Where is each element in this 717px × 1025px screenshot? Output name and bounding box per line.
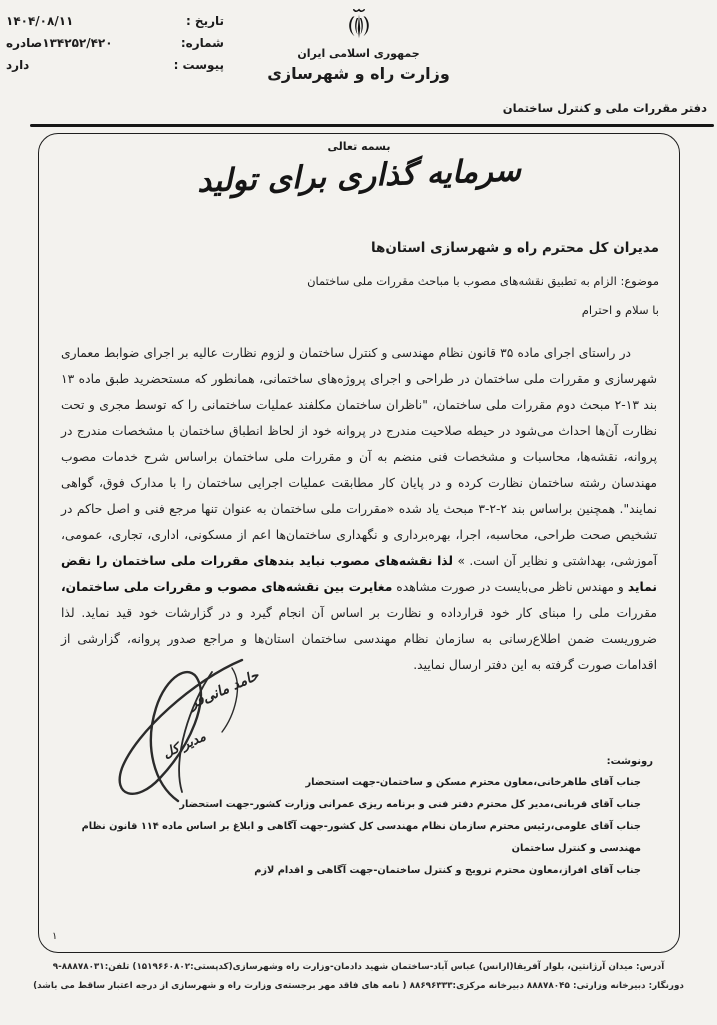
body-segment: مقررات ملی را مبنای کار خود قرارداده و نظارت بر اساس آن انجام گیرد و در گزارشات خود قید نماید. لذا ضروریست ضمن اطلاع‌رسانی به سازمان نظام مهندسی ساختمان استان‌ها و مراجع صدور پروانه، گزارشی از اقدامات صورت گرفته به این دفتر ارسال نمایید.: [61, 606, 657, 673]
letterhead: [0, 6, 717, 83]
subject-line: موضوع: الزام به تطبیق نقشه‌های مصوب با مباحث مقررات ملی ساختمان: [307, 274, 659, 288]
attachment-value: دارد: [6, 58, 30, 72]
date-label: تاریخ :: [185, 14, 224, 28]
salutation-line: با سلام و احترام: [581, 303, 659, 317]
header-rule: [30, 124, 714, 127]
ministry-name: وزارت راه و شهرسازی: [267, 64, 450, 83]
attachment-label: پیوست :: [173, 58, 224, 72]
office-name: دفتر مقررات ملی و کنترل ساختمان: [502, 101, 707, 115]
number-value: ۱۳۴۲۵۲/۴۲۰صادره: [6, 36, 113, 50]
recipient-line: مدیران کل محترم راه و شهرسازی استان‌ها: [370, 240, 659, 256]
letter-body: [61, 340, 657, 678]
body-segment: در راستای اجرای ماده ۳۵ قانون نظام مهندسی و کنترل ساختمان و لزوم نظارت عالیه بر اجرای ضوابط معماری شهرسازی و مقررات ملی ساختمان در طراحی و اجرای پروژه‌های ساختمانی، همانطور که مستحضرید طبق ماده ۱۳ بند ۱۳-۲ مبحث دوم مقررات ملی ساختمان، "ناظران ساختمان مکلفند عملیات ساختمانی را که توسط مجری و تحت نظارت آن‌ها احداث می‌شود در حیطه صلاحیت مندرج در پروانه خود از لحاظ انطباق ساختمان با مشخصات مندرج در پروانه، نقشه‌ها، محاسبات و مشخصات فنی منضم به آن و مقررات ملی ساختمان براساس شرح خدمات مصوب مهندسان رشته ساختمان نظارت کرده و در پایان کار مطابقت عملیات اجرایی ساختمان را با مدارک فوق، گواهی نمایند". همچنین براساس بند ۲-۲-۳ مبحث یاد شده «مقررات ملی ساختمان به عنوان تنها مرجع فنی و اصل حاکم در تشخیص صحت طراحی، محاسبه، اجرا، بهره‌برداری و نگهداری ساختمان‌ها اعم از مسکونی، اداری، تجاری، عمومی، آموزشی، بهداشتی و نظایر آن است. »: [61, 346, 657, 569]
year-slogan-calligraphy: سرمایه گذاری برای تولید: [196, 152, 522, 200]
cc-block: [59, 756, 653, 882]
country-name: جمهوری اسلامی ایران: [297, 47, 420, 60]
cc-item: جناب آقای افراز،معاون محترم ترویج و کنترل ساختمان-جهت آگاهی و اقدام لازم: [254, 865, 641, 876]
number-label: شماره:: [180, 36, 224, 50]
date-value: ۱۴۰۴/۰۸/۱۱: [6, 14, 74, 28]
footer-fax: دورنگار: دبیرخانه وزارتی: ۸۸۸۷۸۰۴۵ دبیرخانه مرکزی:۸۸۶۹۶۳۳۳ ( نامه های فاقد مهر برجسته‌ی وزارت راه و شهرسازی از درجه اعتبار ساقط می باشد): [33, 981, 684, 991]
signatory-name: حامد مانی‌فر: [186, 667, 262, 713]
iran-emblem-icon: [344, 6, 374, 46]
footer-block: [4, 958, 713, 996]
footer-address: آدرس: میدان آرژانتین، بلوار آفریقا(ارانس) عباس آباد-ساختمان شهید دادمان-وزارت راه وشهرسازی(کدپستی:۱۵۱۹۶۶۰۸۰۲) تلفن:۸۸۸۷۸۰۳۱-۹: [52, 962, 665, 972]
cc-item: جناب آقای علومی،رئیس محترم سازمان نظام مهندسی کل کشور-جهت آگاهی و ابلاغ بر اساس ماده ۱۱۴ قانون نظام مهندسی و کنترل ساختمان: [81, 821, 641, 854]
body-segment-bold: مغایرت بین نقشه‌های مصوب و مقررات ملی ساختمان،: [61, 580, 393, 595]
cc-item: جناب آقای قربانی،مدیر کل محترم دفتر فنی و برنامه ریزی عمرانی وزارت کشور-جهت استحضار: [179, 799, 641, 810]
page-number: ۱: [52, 931, 58, 942]
letter-frame: [38, 133, 680, 953]
signatory-title: مدیر کل: [160, 729, 209, 762]
cc-heading: رونوشت:: [606, 756, 653, 767]
body-segment-bold: لذا نقشه‌های مصوب نباید بندهای مقررات ملی ساختمان را نقض نماید: [61, 554, 658, 595]
besmeleh: بسمه تعالی: [327, 140, 391, 153]
body-segment: و مهندس ناظر می‌بایست در صورت مشاهده: [392, 580, 628, 595]
cc-item: جناب آقای طاهرخانی،معاون محترم مسکن و ساختمان-جهت استحضار: [305, 777, 641, 788]
